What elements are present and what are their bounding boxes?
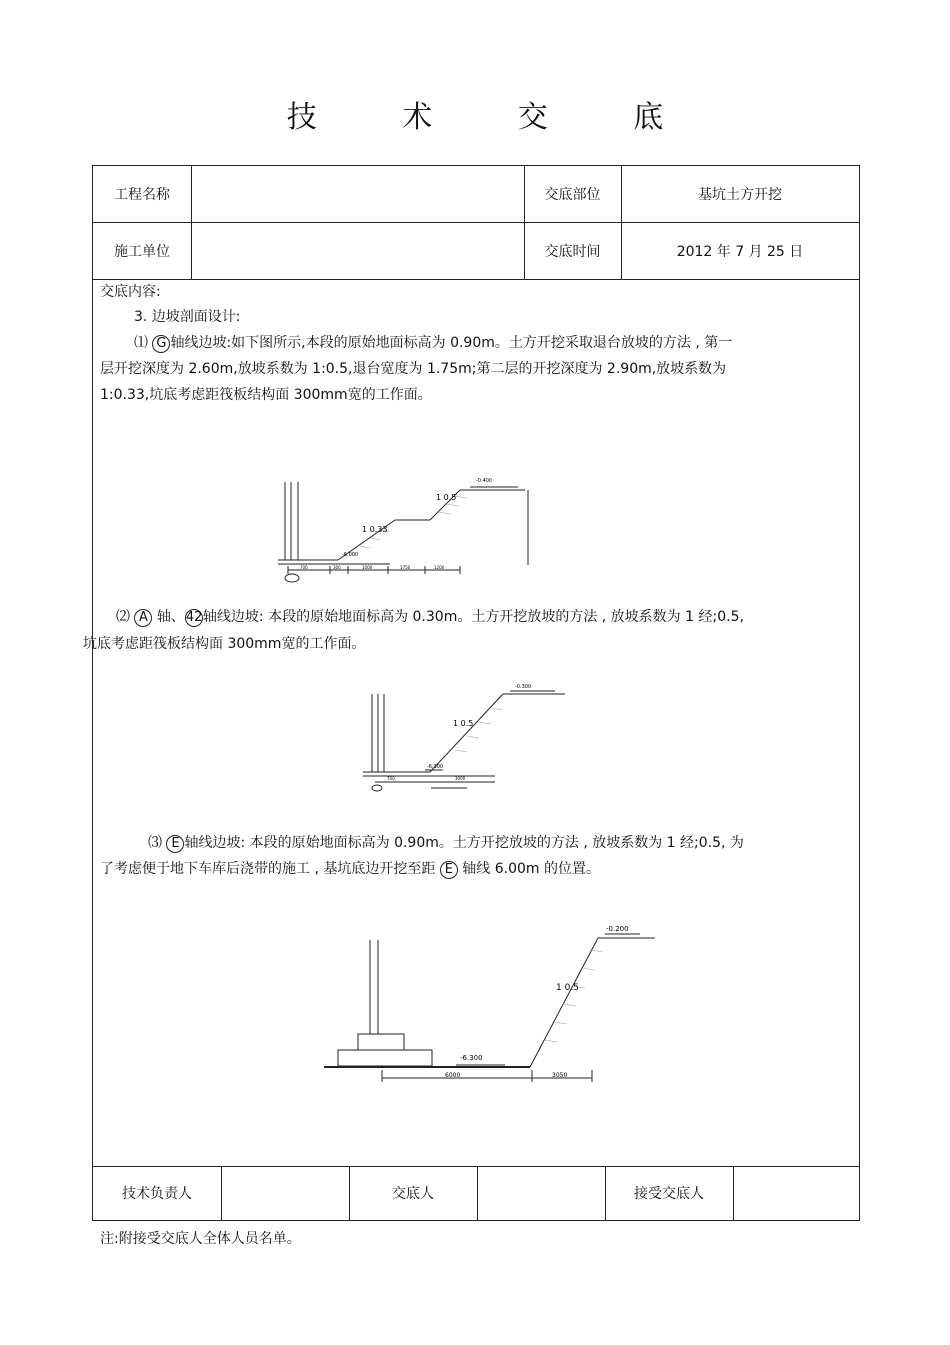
- fig1-slope-lower: 1 0.33: [362, 525, 388, 534]
- fig1-bottom-level: -6.000: [342, 552, 359, 558]
- time-value[interactable]: 2012 年 7 月 25 日: [676, 243, 804, 260]
- axis-g-marker: G: [152, 335, 170, 353]
- fig3-dim-1: 3050: [552, 1072, 568, 1079]
- time-label: 交底时间: [544, 243, 601, 260]
- para1-line1: [134, 332, 732, 353]
- content-label: 交底内容:: [100, 284, 161, 300]
- project-name-value[interactable]: [191, 166, 524, 222]
- slope: [430, 694, 503, 772]
- fig1-dim-2: 1000: [362, 565, 373, 570]
- fig3-slope: 1 0.5: [556, 983, 579, 993]
- fig1-dim-4: 1200: [434, 565, 445, 570]
- pile-cap-upper: [358, 1034, 404, 1050]
- part-value[interactable]: 基坑土方开挖: [698, 187, 782, 203]
- project-name-label: 工程名称: [114, 187, 170, 203]
- fig1-dim-0: 700: [300, 565, 308, 570]
- para3-line1: [148, 832, 744, 853]
- document-title: 技 术 交 底: [286, 100, 702, 135]
- fig3-dim-0: 6000: [445, 1072, 461, 1079]
- para1-line2: 层开挖深度为 2.60m,放坡系数为 1:0.5,退台宽度为 1.75m;第二层的开挖深度为 2.90m,放坡系数为: [100, 361, 727, 377]
- para3-text2a: 了考虑便于地下车库后浇带的施工 , 基坑底边开挖至距: [100, 861, 436, 877]
- para2-number: ⑵: [116, 609, 130, 625]
- para3-text2b: 轴线 6.00m 的位置。: [462, 861, 600, 877]
- para3-number: ⑶: [148, 835, 162, 851]
- para1-text1: 轴线边坡:如下图所示,本段的原始地面标高为 0.90m。土方开挖采取退台放坡的方法 , 第一: [170, 335, 733, 351]
- fig1-dim-3: 1750: [400, 565, 411, 570]
- para1-line3: 1:0.33,坑底考虑距筏板结构面 300mm宽的工作面。: [100, 387, 432, 403]
- axis-bubble: [285, 574, 299, 582]
- slope-section-figure-2: [355, 680, 575, 795]
- fig3-top-level: -0.200: [606, 925, 629, 933]
- tech-lead-label: 技术负责人: [122, 1186, 192, 1202]
- unit-label: 施工单位: [114, 243, 170, 260]
- tech-lead-value[interactable]: [221, 1166, 349, 1220]
- para2-mid: 轴、: [156, 609, 185, 625]
- para2-line1: [116, 606, 744, 627]
- slope-section-figure-3: [320, 920, 665, 1085]
- fig2-dim-1: 3000: [455, 776, 466, 781]
- axis-e-marker: E: [166, 835, 184, 853]
- discloser-label: 交底人: [392, 1186, 434, 1202]
- axis-bubble: [372, 785, 382, 791]
- para3-text1: 轴线边坡: 本段的原始地面标高为 0.90m。土方开挖放坡的方法 , 放坡系数为 1 经;0.5, 为: [184, 835, 744, 851]
- fig1-dim-1: 300: [333, 565, 341, 570]
- section-heading: 3. 边坡剖面设计:: [134, 309, 241, 325]
- row-divider: [93, 279, 859, 280]
- slope-section-figure-1: [270, 470, 560, 590]
- fig2-bottom-level: -6.300: [427, 764, 444, 770]
- pile-cap-lower: [338, 1050, 432, 1066]
- axis-42-marker: 42: [185, 610, 203, 625]
- fig2-dim-0: 700: [387, 776, 395, 781]
- fig1-top-level: -0.400: [476, 478, 493, 484]
- part-label: 交底部位: [544, 187, 601, 203]
- fig2-top-level: -0.300: [515, 684, 532, 690]
- receiver-value[interactable]: [733, 1166, 859, 1220]
- para2-text1: 轴线边坡: 本段的原始地面标高为 0.30m。土方开挖放坡的方法 , 放坡系数为 1 经;0.5,: [202, 609, 744, 625]
- para2-line2: 坑底考虑距筏板结构面 300mm宽的工作面。: [83, 636, 366, 652]
- axis-e-marker-2: E: [440, 861, 458, 879]
- footnote: 注:附接受交底人全体人员名单。: [100, 1231, 301, 1247]
- para1-number: ⑴: [134, 335, 148, 351]
- para3-line2: [100, 858, 600, 879]
- slope: [530, 938, 598, 1067]
- receiver-label: 接受交底人: [634, 1186, 704, 1202]
- discloser-value[interactable]: [477, 1166, 605, 1220]
- axis-a-marker: A: [134, 609, 152, 627]
- fig1-slope-upper: 1 0.5: [436, 493, 457, 502]
- unit-value[interactable]: [191, 222, 524, 279]
- fig2-slope: 1 0.5: [453, 719, 474, 728]
- fig3-bottom-level: -6.300: [460, 1054, 483, 1062]
